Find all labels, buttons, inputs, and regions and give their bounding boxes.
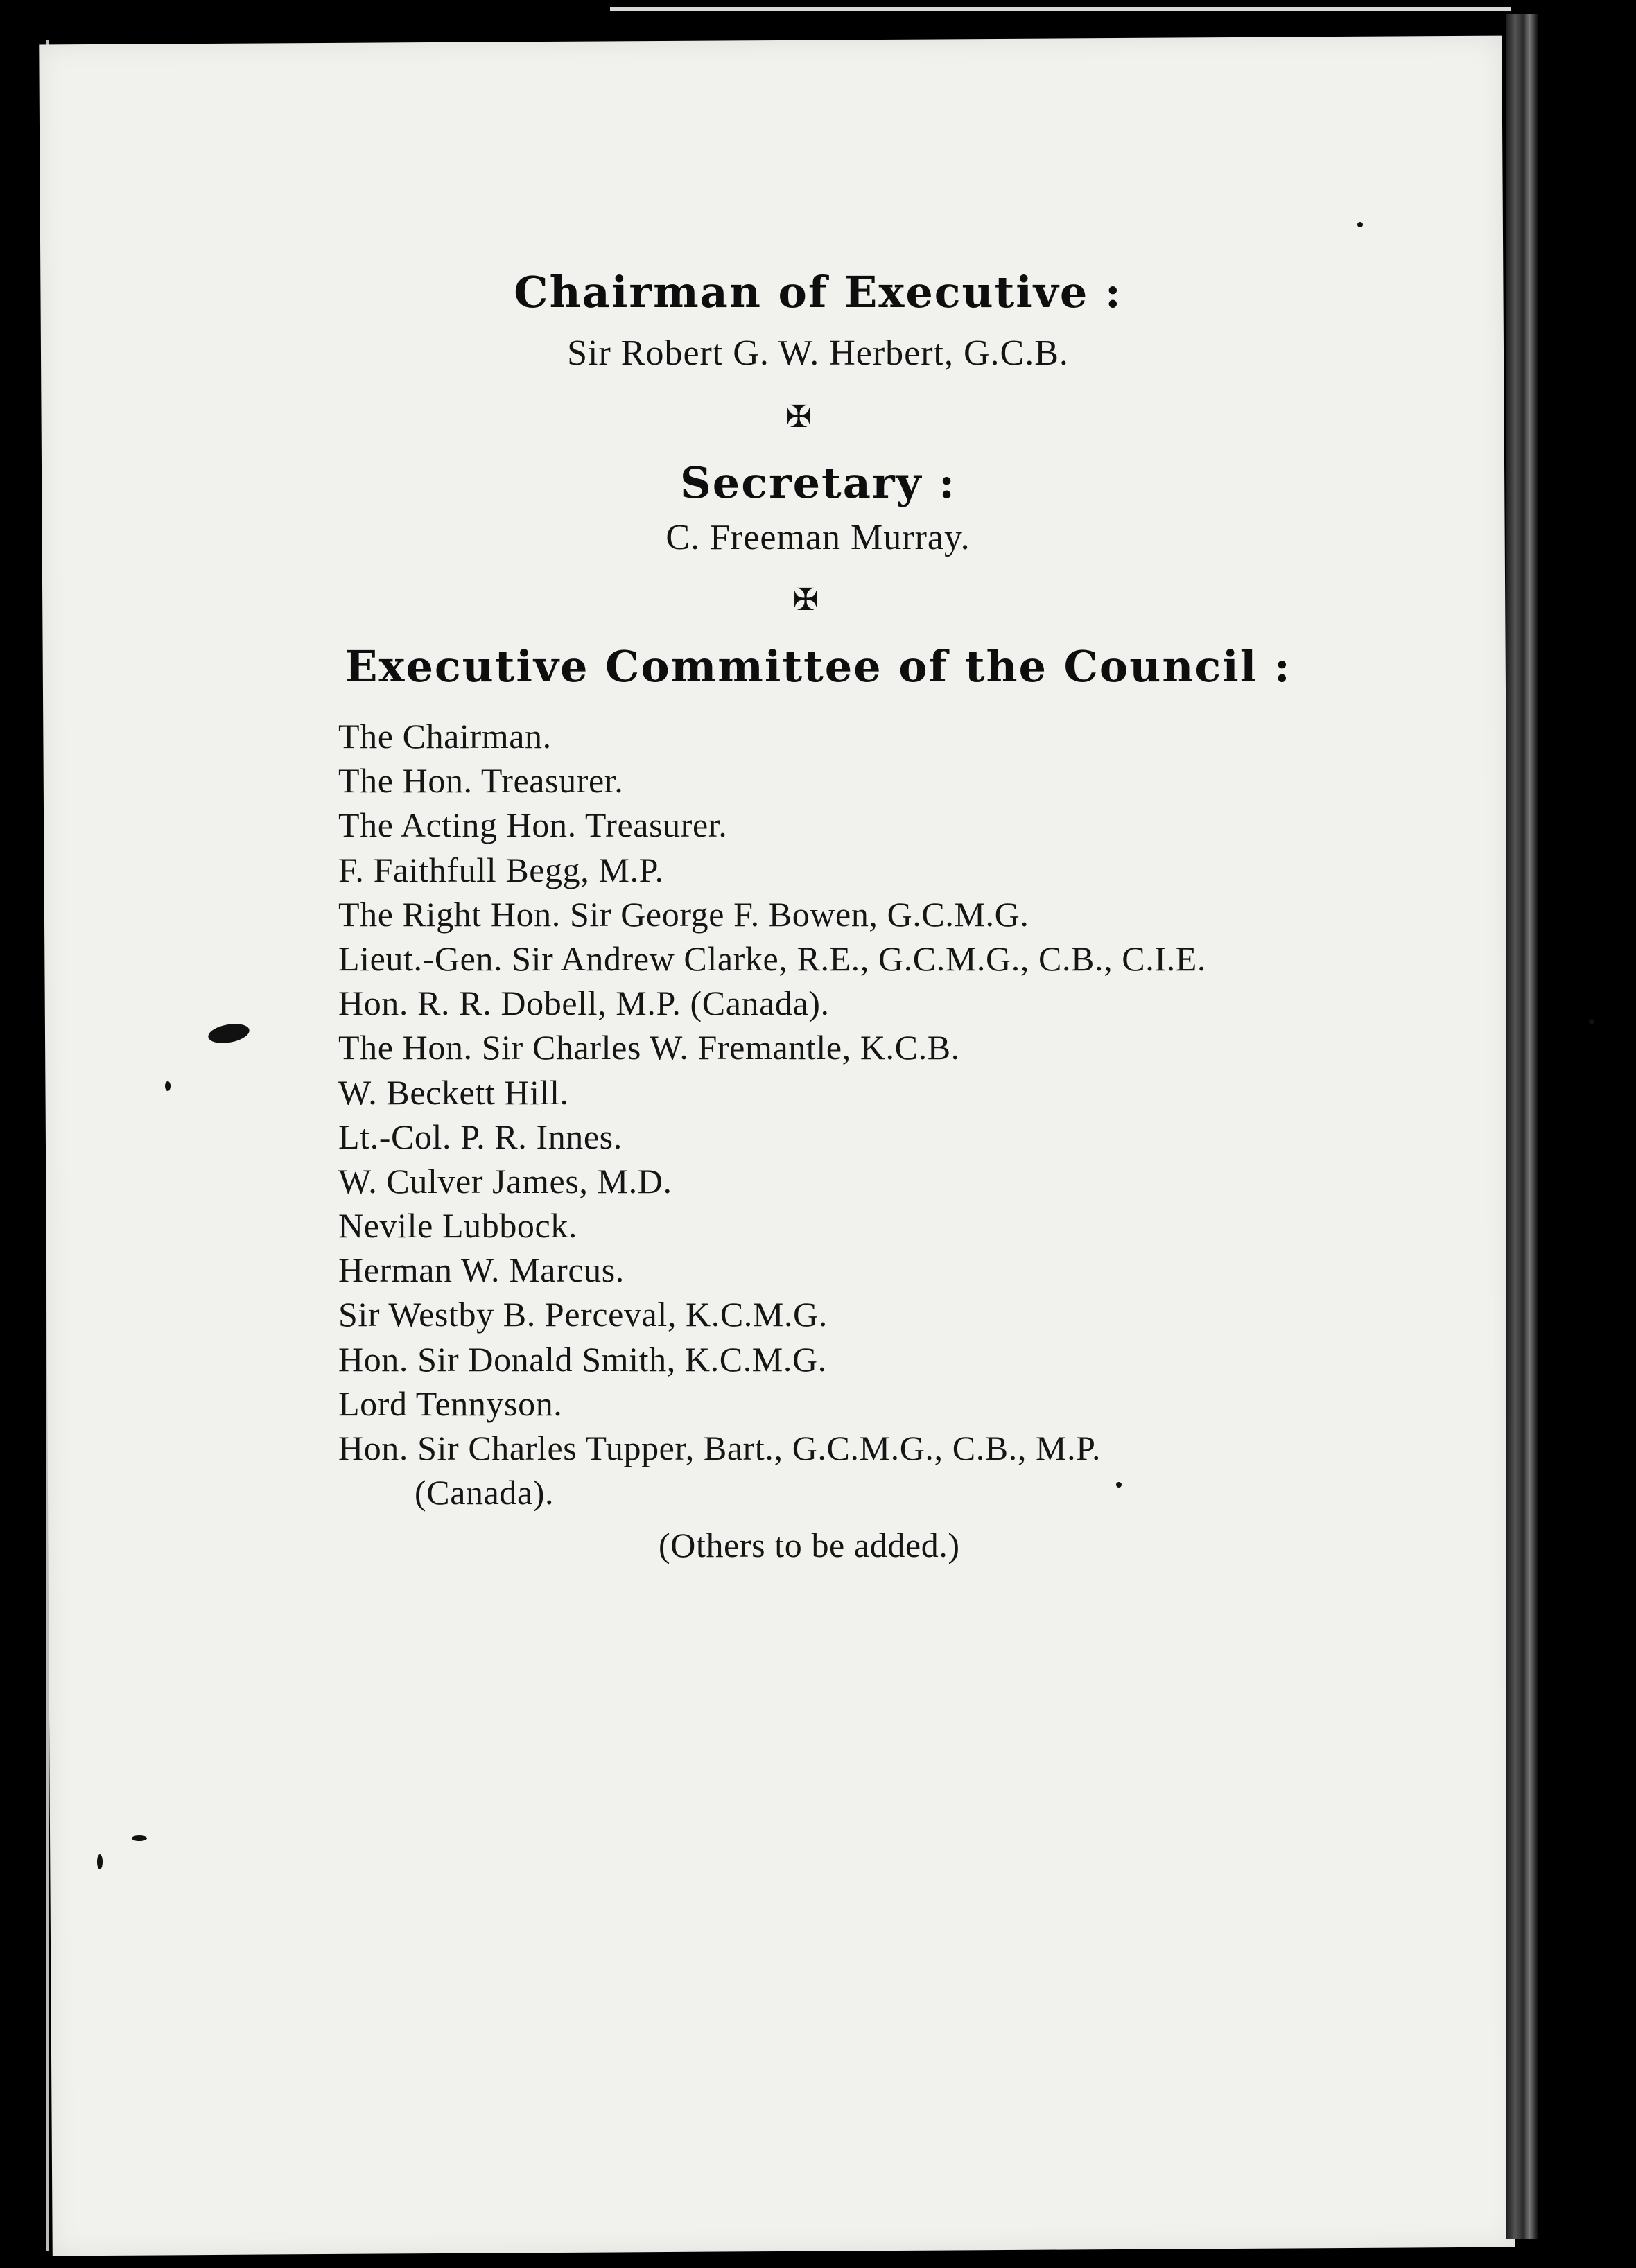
committee-member: The Hon. Treasurer.: [338, 761, 624, 801]
committee-member-continuation: (Canada).: [415, 1473, 555, 1512]
committee-member: The Chairman.: [338, 717, 552, 756]
committee-member: The Acting Hon. Treasurer.: [338, 805, 728, 845]
committee-member: Herman W. Marcus.: [338, 1250, 625, 1290]
committee-member: Sir Westby B. Perceval, K.C.M.G.: [338, 1295, 828, 1334]
committee-member: The Hon. Sir Charles W. Fremantle, K.C.B.: [338, 1028, 960, 1067]
chairman-heading: Chairman of Executive :: [514, 267, 1122, 317]
committee-member: Hon. Sir Charles Tupper, Bart., G.C.M.G., C.B., M.P.: [338, 1429, 1102, 1467]
separator-cross-icon: ✠: [785, 400, 812, 434]
chairman-name: Sir Robert G. W. Herbert, G.C.B.: [567, 333, 1069, 373]
page-top-edge: [610, 7, 1511, 11]
committee-member-list: [338, 714, 1350, 1515]
ink-speck: [97, 1854, 103, 1869]
committee-member: Nevile Lubbock.: [338, 1206, 578, 1246]
ink-speck: [132, 1835, 147, 1841]
committee-member: Lieut.-Gen. Sir Andrew Clarke, R.E., G.C.M.G., C.B., C.I.E.: [338, 939, 1206, 978]
ink-speck: [1116, 1482, 1122, 1488]
committee-heading: Executive Committee of the Council :: [345, 641, 1291, 692]
committee-member: W. Beckett Hill.: [338, 1072, 569, 1112]
secretary-name: C. Freeman Murray.: [665, 518, 971, 557]
committee-member: Lord Tennyson.: [338, 1384, 563, 1423]
committee-member: W. Culver James, M.D.: [338, 1161, 672, 1201]
committee-member: The Right Hon. Sir George F. Bowen, G.C.M.G.: [338, 894, 1029, 934]
others-note: (Others to be added.): [659, 1526, 960, 1564]
committee-member: Hon. R. R. Dobell, M.P. (Canada).: [338, 984, 830, 1023]
secretary-heading: Secretary :: [679, 457, 957, 508]
separator-cross-icon: ✠: [792, 583, 819, 617]
committee-member: Hon. Sir Donald Smith, K.C.M.G.: [338, 1339, 827, 1379]
ink-speck: [165, 1081, 171, 1091]
ink-speck: [1589, 1019, 1594, 1024]
ink-speck: [1357, 222, 1363, 227]
committee-member: F. Faithfull Begg, M.P.: [338, 850, 664, 889]
committee-member: Lt.-Col. P. R. Innes.: [338, 1117, 623, 1156]
